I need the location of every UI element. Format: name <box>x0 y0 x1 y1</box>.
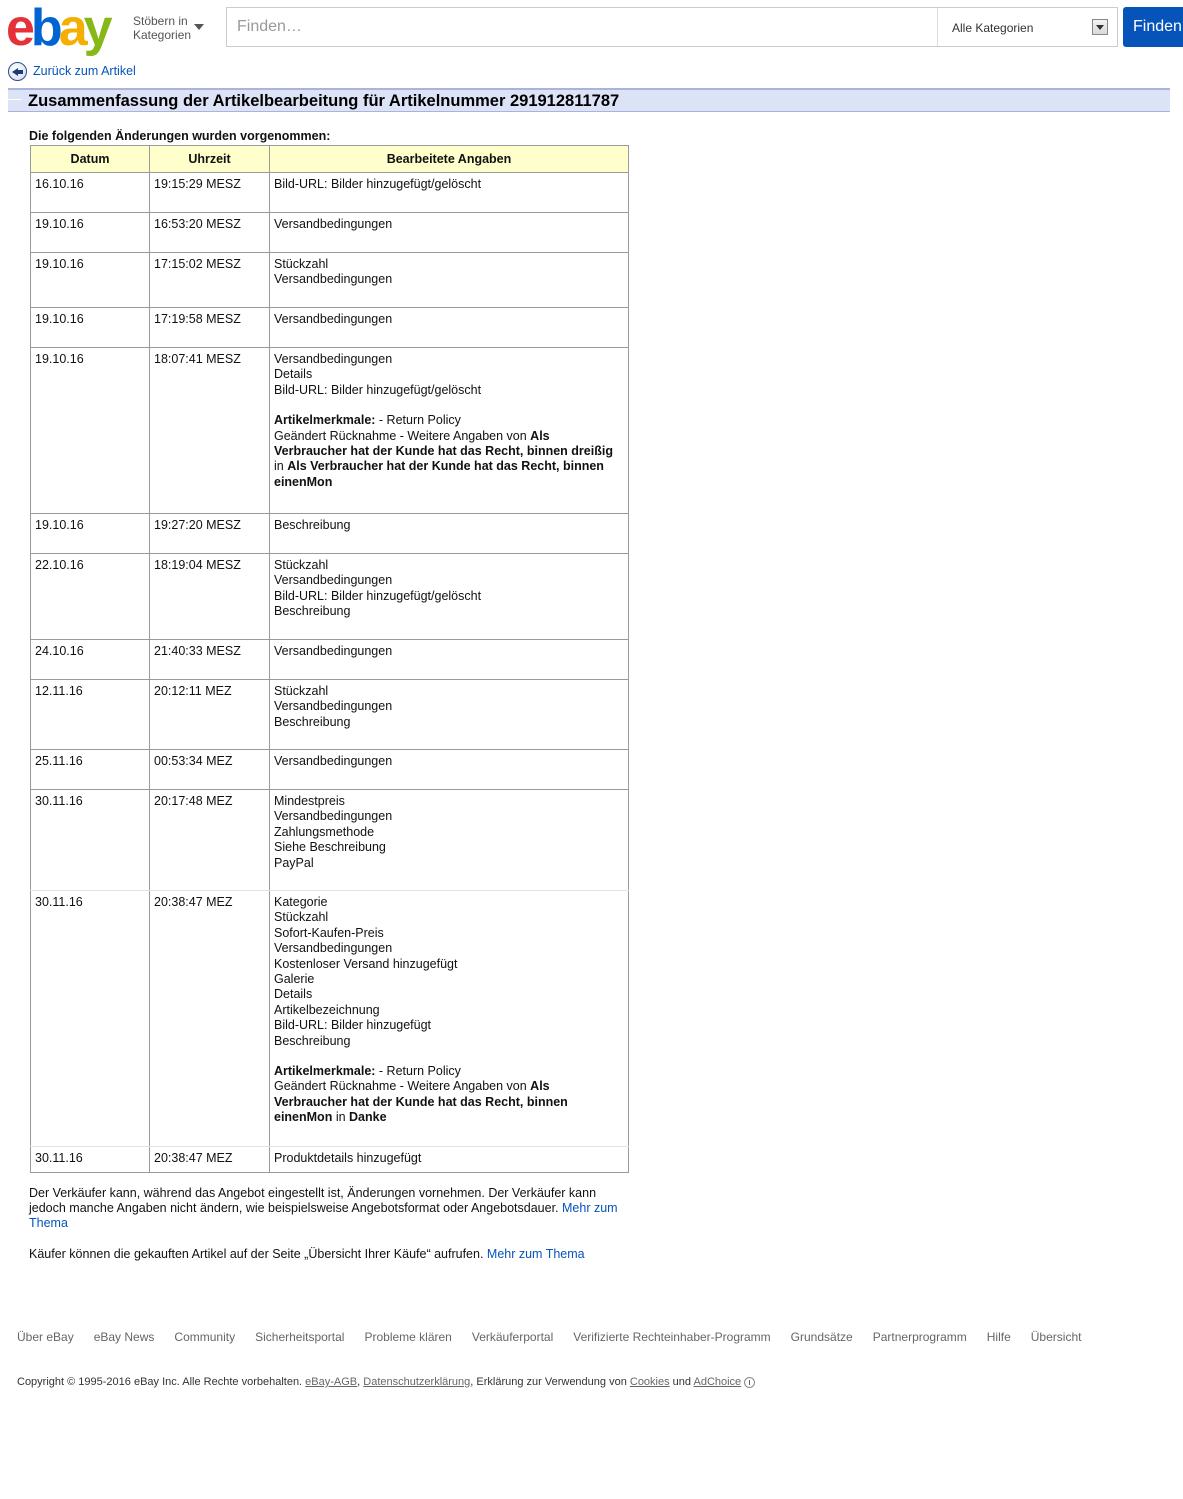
cell-time: 18:19:04 MESZ <box>150 554 270 640</box>
copyright-sep: , <box>357 1376 364 1388</box>
cell-time: 00:53:34 MEZ <box>150 750 270 790</box>
table-row <box>31 514 629 554</box>
footer-link-policies[interactable]: Grundsätze <box>790 1330 853 1344</box>
cell-time: 20:38:47 MEZ <box>150 891 270 1147</box>
chevron-down-icon[interactable] <box>194 24 204 30</box>
cell-changes <box>270 253 629 308</box>
back-to-item-label[interactable]: Zurück zum Artikel <box>33 64 136 78</box>
change-item: Kategorie <box>274 895 328 909</box>
table-body <box>31 173 629 1173</box>
copyright-text: Copyright © 1995-2016 eBay Inc. Alle Rechte vorbehalten. <box>17 1376 306 1388</box>
back-arrow-icon[interactable] <box>8 62 27 81</box>
footer-link-seller-portal[interactable]: Verkäuferportal <box>471 1330 554 1344</box>
table-row <box>31 173 629 213</box>
search-button[interactable]: Finden <box>1123 7 1183 47</box>
cell-date: 19.10.16 <box>31 348 150 514</box>
change-item: Galerie <box>274 972 315 987</box>
attribute-old-value: Als Verbraucher hat der Kunde hat das Recht, binnen einenMon <box>274 1079 568 1125</box>
category-select-value: Alle Kategorien <box>952 21 1034 35</box>
privacy-link[interactable]: Datenschutzerklärung <box>363 1376 471 1388</box>
buyer-purchases-note <box>29 1247 649 1262</box>
cell-changes <box>270 348 629 514</box>
cell-time: 19:15:29 MESZ <box>150 173 270 213</box>
attribute-new-value: Danke <box>349 1110 387 1125</box>
column-header-changes: Bearbeitete Angaben <box>270 146 629 173</box>
change-item: Siehe Beschreibung <box>274 840 386 855</box>
change-item: Details <box>274 367 313 382</box>
change-item: Sofort-Kaufen-Preis <box>274 925 384 940</box>
change-item: Zahlungsmethode <box>274 824 375 839</box>
cell-time: 21:40:33 MESZ <box>150 640 270 680</box>
change-item: Artikelbezeichnung <box>274 1002 380 1017</box>
attribute-connector: in <box>274 459 288 474</box>
cell-date: 25.11.16 <box>31 750 150 790</box>
seller-edit-note <box>29 1186 629 1232</box>
change-item: Versandbedingungen <box>274 941 393 956</box>
copyright-und: und <box>669 1376 694 1388</box>
change-item: Bild-URL: Bilder hinzugefügt <box>274 1018 432 1033</box>
cell-changes <box>270 680 629 750</box>
cell-changes <box>270 554 629 640</box>
back-to-item-link[interactable] <box>8 61 136 81</box>
attribute-change <box>274 413 624 490</box>
cell-time: 20:17:48 MEZ <box>150 790 270 891</box>
cell-changes <box>270 891 629 1147</box>
cell-date: 12.11.16 <box>31 680 150 750</box>
footer-link-community[interactable]: Community <box>174 1330 236 1344</box>
table-header-row <box>31 146 629 173</box>
change-item: Stückzahl <box>274 684 329 698</box>
change-item: Bild-URL: Bilder hinzugefügt/gelöscht <box>274 177 482 191</box>
category-select[interactable] <box>937 8 1117 46</box>
cookies-link[interactable]: Cookies <box>629 1376 670 1388</box>
change-item: Bild-URL: Bilder hinzugefügt/gelöscht <box>274 588 482 603</box>
table-row <box>31 790 629 891</box>
change-item: PayPal <box>274 855 314 870</box>
table-row <box>31 308 629 348</box>
cell-time: 19:27:20 MESZ <box>150 514 270 554</box>
footer-link-news[interactable]: eBay News <box>93 1330 155 1344</box>
agb-link[interactable]: eBay-AGB <box>305 1376 358 1388</box>
attribute-old-value: Als Verbraucher hat der Kunde hat das Recht, binnen dreißig <box>274 428 613 459</box>
column-header-time: Uhrzeit <box>150 146 270 173</box>
change-item: Versandbedingungen <box>274 809 393 824</box>
table-row <box>31 1147 629 1173</box>
change-item: Kostenloser Versand hinzugefügt <box>274 956 458 971</box>
footer-links <box>17 1330 1101 1344</box>
change-item: Stückzahl <box>274 558 329 572</box>
cell-time: 20:12:11 MEZ <box>150 680 270 750</box>
header <box>0 0 1182 57</box>
table-row <box>31 348 629 514</box>
cell-date: 30.11.16 <box>31 790 150 891</box>
attribute-change-text: Geändert Rücknahme - Weitere Angaben von <box>274 428 531 443</box>
cell-time: 16:53:20 MESZ <box>150 213 270 253</box>
change-item: Mindestpreis <box>274 794 345 808</box>
cell-date: 19.10.16 <box>31 308 150 348</box>
cell-time: 18:07:41 MESZ <box>150 348 270 514</box>
more-info-link[interactable]: Mehr zum Thema <box>486 1247 585 1261</box>
footer-link-resolution[interactable]: Probleme klären <box>364 1330 452 1344</box>
cell-date: 30.11.16 <box>31 1147 150 1173</box>
change-item: Beschreibung <box>274 1033 351 1048</box>
footer-link-about[interactable]: Über eBay <box>17 1330 74 1344</box>
buyer-purchases-note-text: Käufer können die gekauften Artikel auf der Seite „Übersicht Ihrer Käufe“ aufrufen. <box>29 1247 487 1261</box>
change-item: Beschreibung <box>274 604 351 619</box>
search-input[interactable] <box>227 8 937 46</box>
cell-changes <box>270 173 629 213</box>
browse-label-line2: Kategorien <box>133 28 192 42</box>
cell-changes <box>270 640 629 680</box>
change-item: Versandbedingungen <box>274 272 393 287</box>
more-info-link[interactable]: Mehr zum Thema <box>29 1201 618 1231</box>
copyright <box>17 1376 755 1388</box>
change-item: Beschreibung <box>274 714 351 729</box>
cell-time: 17:19:58 MESZ <box>150 308 270 348</box>
cell-date: 24.10.16 <box>31 640 150 680</box>
change-item: Stückzahl <box>274 910 329 925</box>
cell-date: 19.10.16 <box>31 213 150 253</box>
attribute-connector: in <box>332 1110 350 1125</box>
cell-time: 17:15:02 MESZ <box>150 253 270 308</box>
cell-changes <box>270 790 629 891</box>
cell-changes <box>270 514 629 554</box>
dropdown-arrow-icon[interactable] <box>1092 19 1108 35</box>
column-header-date: Datum <box>31 146 150 173</box>
footer-link-sitemap[interactable]: Übersicht <box>1030 1330 1082 1344</box>
attribute-text: - Return Policy <box>375 1064 461 1079</box>
footer-link-vero[interactable]: Verifizierte Rechteinhaber-Programm <box>573 1330 771 1344</box>
cell-changes <box>270 1147 629 1173</box>
cell-changes <box>270 308 629 348</box>
change-item: Produktdetails hinzugefügt <box>274 1151 422 1165</box>
change-item: Details <box>274 987 313 1002</box>
change-item: Versandbedingungen <box>274 644 393 658</box>
attribute-label: Artikelmerkmale: <box>274 1064 376 1079</box>
attribute-label: Artikelmerkmale: <box>274 413 376 428</box>
change-item: Beschreibung <box>274 518 351 532</box>
copyright-mid: , Erklärung zur Verwendung von <box>470 1376 630 1388</box>
cell-changes <box>270 213 629 253</box>
table-row <box>31 640 629 680</box>
browse-label-line1: Stöbern in <box>133 14 188 28</box>
change-item: Versandbedingungen <box>274 312 393 326</box>
attribute-change <box>274 1064 624 1126</box>
cell-changes <box>270 750 629 790</box>
change-item: Versandbedingungen <box>274 573 393 588</box>
change-item: Versandbedingungen <box>274 352 393 366</box>
title-bar <box>8 88 1170 112</box>
table-row <box>31 680 629 750</box>
attribute-change-text: Geändert Rücknahme - Weitere Angaben von <box>274 1079 531 1094</box>
browse-categories-button[interactable] <box>133 14 191 42</box>
change-item: Bild-URL: Bilder hinzugefügt/gelöscht <box>274 382 482 397</box>
table-row <box>31 891 629 1147</box>
cell-time: 20:38:47 MEZ <box>150 1147 270 1173</box>
change-item: Versandbedingungen <box>274 754 393 768</box>
attribute-new-value: Als Verbraucher hat der Kunde hat das Recht, binnen einenMon <box>274 459 604 489</box>
change-item: Stückzahl <box>274 257 329 271</box>
attribute-text: - Return Policy <box>375 413 461 428</box>
change-item: Versandbedingungen <box>274 217 393 231</box>
search-bar <box>226 7 1118 47</box>
info-icon[interactable] <box>744 1377 755 1388</box>
footer-link-security[interactable]: Sicherheitsportal <box>255 1330 345 1344</box>
table-row <box>31 213 629 253</box>
change-item: Versandbedingungen <box>274 699 393 714</box>
table-row <box>31 750 629 790</box>
cell-date: 30.11.16 <box>31 891 150 1147</box>
cell-date: 22.10.16 <box>31 554 150 640</box>
intro-text: Die folgenden Änderungen wurden vorgenommen: <box>29 129 331 143</box>
adchoice-link[interactable]: AdChoice <box>693 1376 742 1388</box>
footer-link-help[interactable]: Hilfe <box>986 1330 1011 1344</box>
ebay-logo[interactable]: ebay <box>6 0 109 57</box>
cell-date: 16.10.16 <box>31 173 150 213</box>
seller-edit-note-text: Der Verkäufer kann, während das Angebot eingestellt ist, Änderungen vornehmen. Der Verkäufer kann jedoch manche Angaben nicht ändern, wie beispielsweise Angebotsformat oder Angebotsdauer. <box>29 1186 597 1216</box>
cell-date: 19.10.16 <box>31 514 150 554</box>
revision-history-table <box>30 145 629 1173</box>
cell-date: 19.10.16 <box>31 253 150 308</box>
footer-link-partner[interactable]: Partnerprogramm <box>872 1330 967 1344</box>
page-title: Zusammenfassung der Artikelbearbeitung für Artikelnummer 291912811787 <box>28 92 620 110</box>
table-row <box>31 253 629 308</box>
table-row <box>31 554 629 640</box>
